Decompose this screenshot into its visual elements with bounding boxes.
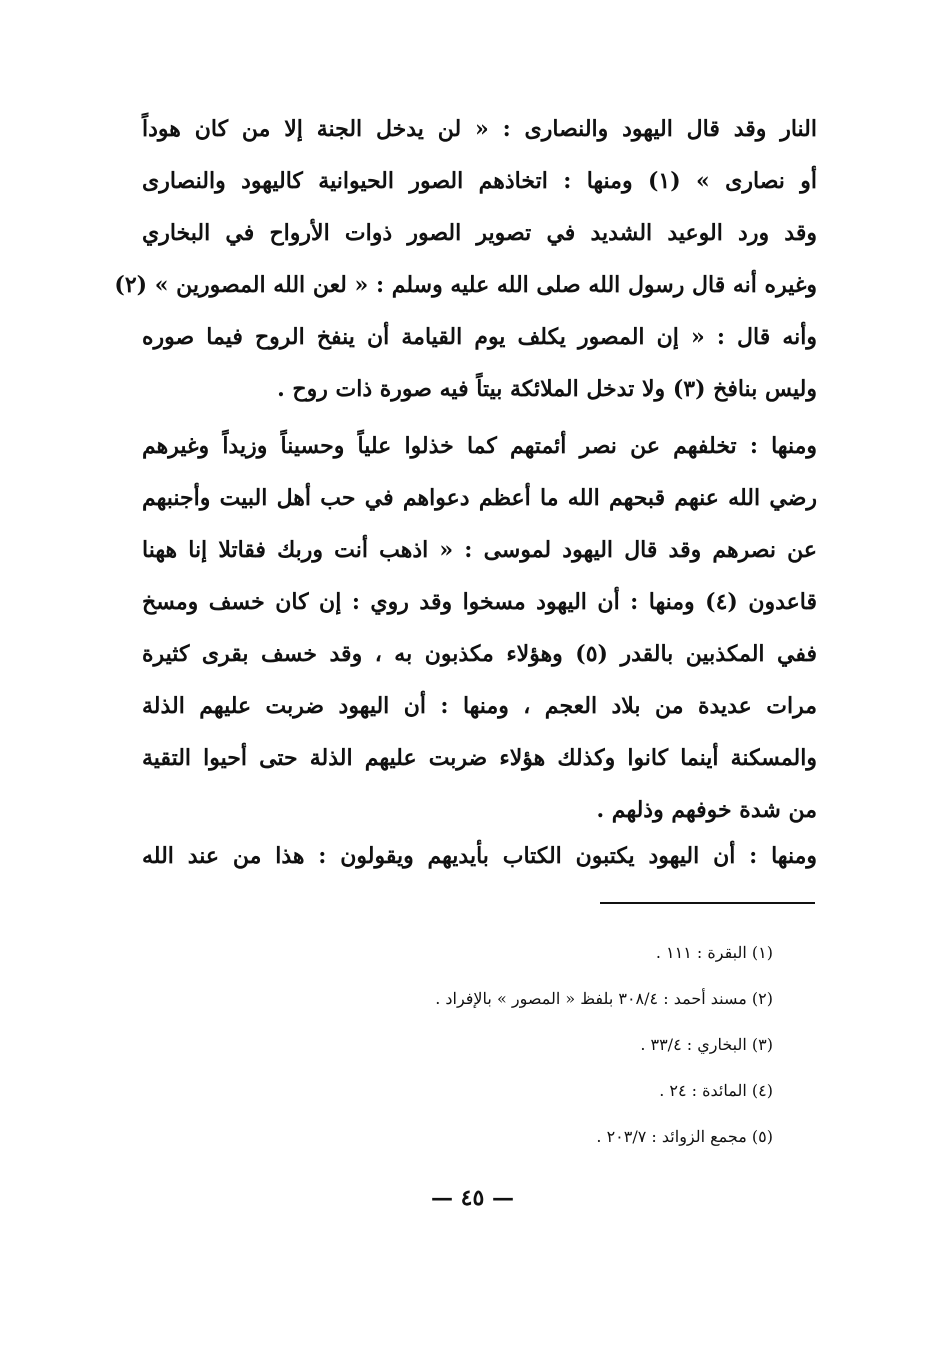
paragraph-line: وغيره أنه قال رسول الله صلى الله عليه وسلم : « لعن الله المصورين » (٢) xyxy=(114,272,817,298)
footnote-5: (٥) مجمع الزوائد : ٢٠٣/٧ . xyxy=(596,1127,773,1146)
paragraph-line: وليس بنافخ (٣) ولا تدخل الملائكة بيتاً فيه صورة ذات روح . xyxy=(277,376,817,402)
footnote-1: (١) البقرة : ١١١ . xyxy=(655,943,773,962)
paragraph-3 xyxy=(142,830,817,882)
paragraph-line: مرات عديدة من بلاد العجم ، ومنها : أن اليهود ضربت عليهم الذلة xyxy=(142,693,817,719)
paragraph-line: رضي الله عنهم قبحهم الله ما أعظم دعواهم في حب أهل البيت وأجنبهم xyxy=(142,485,817,511)
paragraph-line: النار وقد قال اليهود والنصارى : « لن يدخل الجنة إلا من كان هوداً xyxy=(142,116,817,142)
footnote-4: (٤) المائدة : ٢٤ . xyxy=(659,1081,773,1100)
footnotes xyxy=(173,930,773,1160)
paragraph-1 xyxy=(114,103,818,415)
paragraph-line: والمسكنة أينما كانوا وكذلك هؤلاء ضربت عليهم الذلة حتى أحيوا التقية xyxy=(142,745,817,771)
footnote-separator xyxy=(600,902,815,904)
paragraph-line: وأنه قال : « إن المصور يكلف يوم القيامة أن ينفخ الروح فيما صوره xyxy=(142,324,817,350)
paragraph-2 xyxy=(142,420,817,836)
paragraph-line: وقد ورد الوعيد الشديد في تصوير الصور ذوات الأرواح في البخاري xyxy=(142,220,817,246)
paragraph-line: ومنها : أن اليهود يكتبون الكتاب بأيديهم ويقولون : هذا من عند الله xyxy=(142,843,817,869)
paragraph-line: ففي المكذبين بالقدر (٥) وهؤلاء مكذبون به ، وقد خسف بقرى كثيرة xyxy=(142,641,817,667)
paragraph-line: أو نصارى » (١) ومنها : اتخاذهم الصور الحيوانية كاليهود والنصارى xyxy=(142,168,818,194)
page-number: — ٤٥ — xyxy=(431,1185,514,1211)
footnote-3: (٣) البخاري : ٣٣/٤ . xyxy=(640,1035,773,1054)
paragraph-line: ومنها : تخلفهم عن نصر أئمتهم كما خذلوا علياً وحسيناً وزيداً وغيرهم xyxy=(142,433,817,459)
paragraph-line: قاعدون (٤) ومنها : أن اليهود مسخوا وقد روي : إن كان خسف ومسخ xyxy=(142,589,818,615)
paragraph-line: من شدة خوفهم وذلهم . xyxy=(596,797,817,823)
footnote-2: (٢) مسند أحمد : ٣٠٨/٤ بلفظ « المصور » بالإفراد . xyxy=(435,989,773,1008)
paragraph-line: عن نصرهم وقد قال اليهود لموسى : « اذهب أنت وربك فقاتلا إنا ههنا xyxy=(142,537,817,563)
